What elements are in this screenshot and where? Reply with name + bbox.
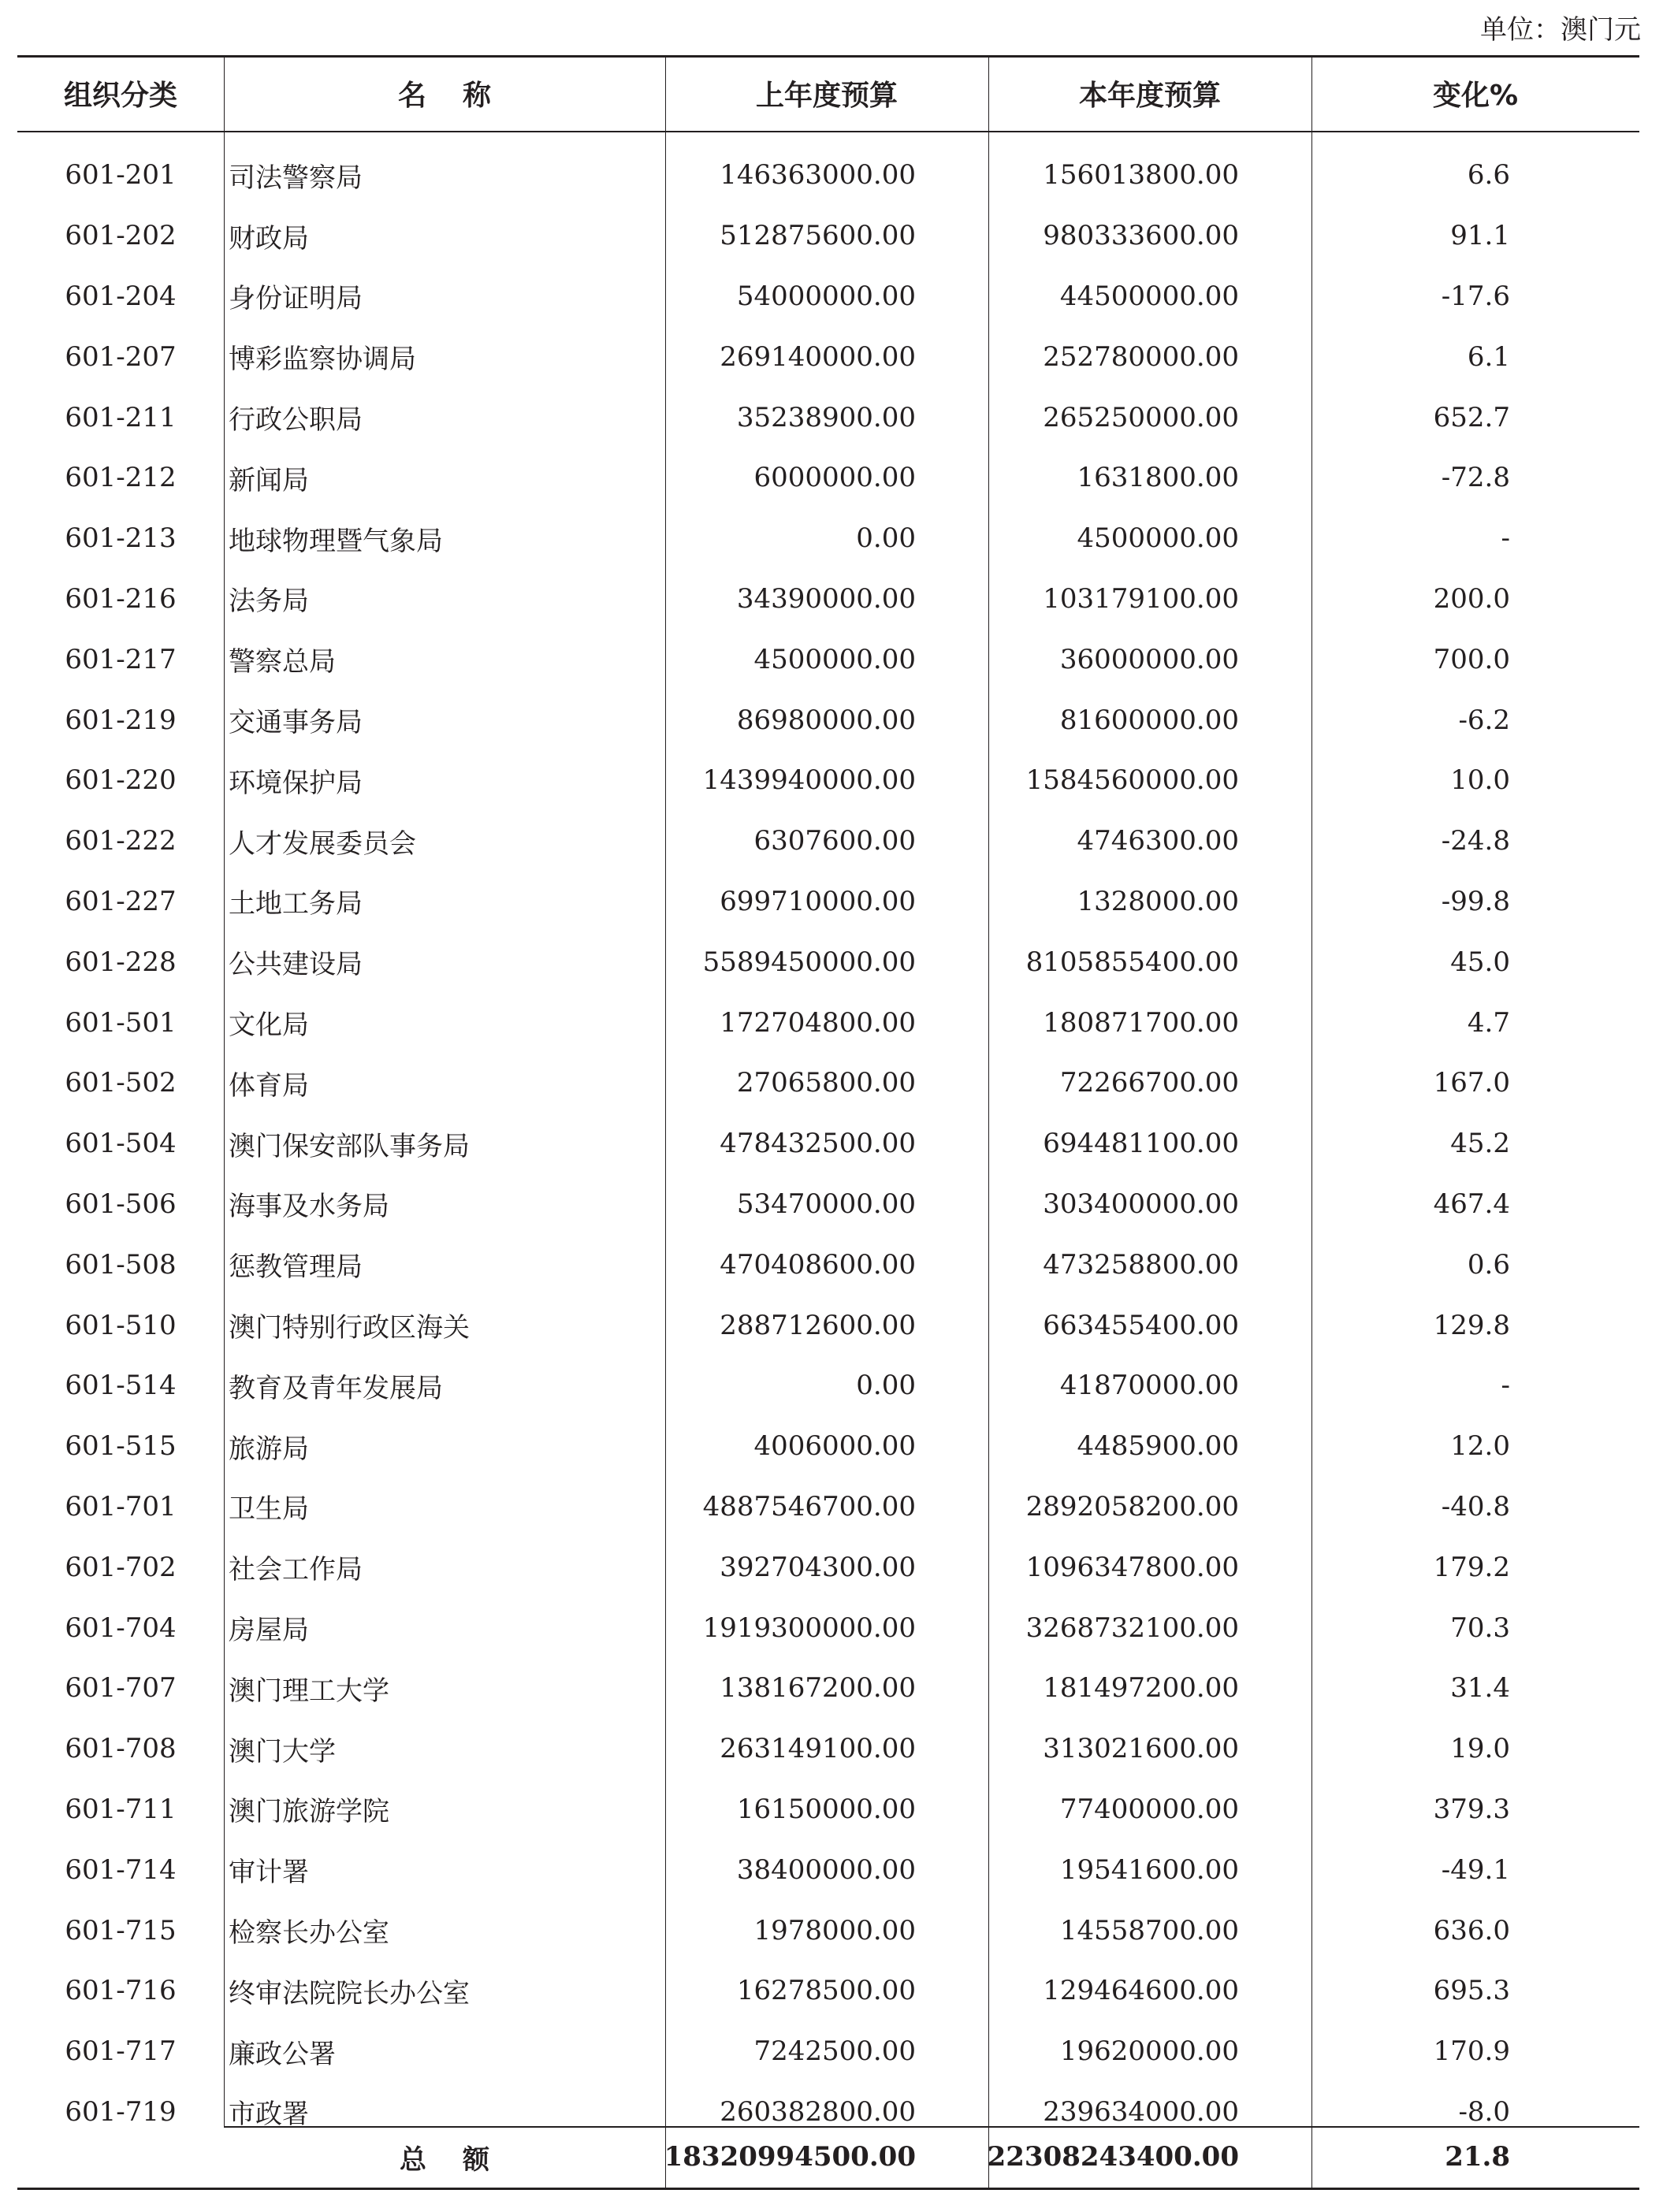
row-code: 601-717	[65, 2035, 177, 2068]
row-curr-budget: 8105855400.00	[1025, 946, 1239, 978]
row-prev-budget: 4006000.00	[753, 1430, 916, 1463]
table-row	[17, 1355, 1639, 1416]
row-prev-budget: 4500000.00	[753, 643, 916, 675]
row-code: 601-211	[65, 401, 177, 433]
row-curr-budget: 313021600.00	[1043, 1733, 1239, 1765]
row-curr-budget: 4485900.00	[1077, 1430, 1239, 1463]
row-name: 检察长办公室	[229, 1917, 389, 1950]
row-name: 地球物理暨气象局	[229, 525, 443, 557]
row-code: 601-227	[65, 885, 177, 917]
row-prev-budget: 288712600.00	[720, 1309, 916, 1341]
row-code: 601-506	[65, 1188, 177, 1220]
unit-label: 单位：澳门元	[1480, 14, 1641, 46]
row-name: 廉政公署	[229, 2038, 336, 2070]
row-curr-budget: 1328000.00	[1077, 885, 1239, 917]
row-prev-budget: 27065800.00	[736, 1067, 916, 1099]
row-name: 公共建设局	[229, 949, 363, 981]
row-change: -	[1501, 522, 1510, 555]
table-row	[17, 508, 1639, 569]
row-code: 601-216	[65, 582, 177, 615]
row-prev-budget: 478432500.00	[720, 1128, 916, 1160]
row-name: 房屋局	[229, 1615, 309, 1647]
row-prev-budget: 138167200.00	[720, 1672, 916, 1705]
table-row	[17, 2021, 1639, 2082]
row-curr-budget: 103179100.00	[1043, 582, 1239, 615]
row-change: 70.3	[1450, 1612, 1510, 1644]
row-prev-budget: 6307600.00	[753, 825, 916, 857]
row-prev-budget: 172704800.00	[720, 1006, 916, 1039]
table-row	[17, 629, 1639, 690]
row-change: 19.0	[1450, 1733, 1510, 1765]
row-code: 601-719	[65, 2095, 177, 2128]
row-name: 澳门大学	[229, 1735, 336, 1768]
table-row	[17, 1900, 1639, 1961]
table-row	[17, 387, 1639, 448]
header-prev-budget: 上年度预算	[755, 79, 898, 112]
row-prev-budget: 146363000.00	[720, 159, 916, 191]
row-code: 601-220	[65, 764, 177, 797]
row-curr-budget: 14558700.00	[1059, 1914, 1239, 1946]
table-row	[17, 1113, 1639, 1174]
row-curr-budget: 4746300.00	[1077, 825, 1239, 857]
row-curr-budget: 1584560000.00	[1025, 764, 1239, 797]
header-change: 变化%	[1432, 79, 1519, 112]
table-row	[17, 1658, 1639, 1719]
row-code: 601-514	[65, 1370, 177, 1402]
row-code: 601-508	[65, 1248, 177, 1281]
table-row	[17, 1719, 1639, 1779]
row-prev-budget: 699710000.00	[720, 885, 916, 917]
row-name: 惩教管理局	[229, 1251, 363, 1284]
row-name: 警察总局	[229, 646, 336, 678]
total-curr-budget: 22308243400.00	[987, 2141, 1239, 2173]
row-name: 人才发展委员会	[229, 827, 416, 860]
row-change: 167.0	[1433, 1067, 1510, 1099]
row-name: 行政公职局	[229, 404, 363, 437]
row-curr-budget: 1631800.00	[1077, 462, 1239, 494]
row-code: 601-504	[65, 1128, 177, 1160]
row-code: 601-204	[65, 280, 177, 312]
row-name: 环境保护局	[229, 767, 363, 799]
row-prev-budget: 512875600.00	[720, 220, 916, 252]
row-change: 12.0	[1450, 1430, 1510, 1463]
row-code: 601-708	[65, 1733, 177, 1765]
row-name: 卫生局	[229, 1493, 309, 1526]
row-name: 文化局	[229, 1009, 309, 1042]
table-row	[17, 931, 1639, 992]
row-name: 财政局	[229, 222, 309, 255]
row-name: 交通事务局	[229, 707, 363, 739]
row-change: 45.0	[1450, 946, 1510, 978]
row-prev-budget: 16150000.00	[736, 1793, 916, 1825]
row-prev-budget: 269140000.00	[720, 340, 916, 373]
row-change: 700.0	[1433, 643, 1510, 675]
row-change: -6.2	[1458, 704, 1510, 736]
row-prev-budget: 0.00	[856, 1370, 916, 1402]
row-name: 教育及青年发展局	[229, 1372, 443, 1404]
row-curr-budget: 156013800.00	[1043, 159, 1239, 191]
row-code: 601-715	[65, 1914, 177, 1946]
row-curr-budget: 663455400.00	[1043, 1309, 1239, 1341]
row-code: 601-510	[65, 1309, 177, 1341]
row-name: 法务局	[229, 586, 309, 618]
row-name: 审计署	[229, 1857, 309, 1889]
table-row	[17, 750, 1639, 811]
row-name: 体育局	[229, 1069, 309, 1102]
row-curr-budget: 81600000.00	[1059, 704, 1239, 736]
row-code: 601-217	[65, 643, 177, 675]
row-name: 海事及水务局	[229, 1191, 389, 1223]
row-curr-budget: 129464600.00	[1043, 1975, 1239, 2007]
row-code: 601-228	[65, 946, 177, 978]
row-prev-budget: 1919300000.00	[702, 1612, 916, 1644]
row-curr-budget: 44500000.00	[1059, 280, 1239, 312]
row-name: 新闻局	[229, 464, 309, 496]
row-change: -40.8	[1441, 1490, 1510, 1522]
table-row	[17, 811, 1639, 872]
table-row	[17, 206, 1639, 266]
row-name: 市政署	[229, 2099, 309, 2131]
row-curr-budget: 980333600.00	[1043, 220, 1239, 252]
row-change: 45.2	[1450, 1128, 1510, 1160]
header-curr-budget: 本年度预算	[1078, 79, 1221, 112]
row-prev-budget: 470408600.00	[720, 1248, 916, 1281]
row-curr-budget: 2892058200.00	[1025, 1490, 1239, 1522]
row-name: 澳门理工大学	[229, 1675, 389, 1707]
row-prev-budget: 5589450000.00	[702, 946, 916, 978]
row-curr-budget: 41870000.00	[1059, 1370, 1239, 1402]
row-curr-budget: 473258800.00	[1043, 1248, 1239, 1281]
row-prev-budget: 392704300.00	[720, 1551, 916, 1583]
row-prev-budget: 260382800.00	[720, 2095, 916, 2128]
row-change: 31.4	[1450, 1672, 1510, 1705]
row-code: 601-714	[65, 1853, 177, 1886]
row-change: -49.1	[1441, 1853, 1510, 1886]
row-prev-budget: 53470000.00	[736, 1188, 916, 1220]
row-change: -99.8	[1441, 885, 1510, 917]
row-change: 652.7	[1433, 401, 1510, 433]
row-code: 601-219	[65, 704, 177, 736]
row-code: 601-515	[65, 1430, 177, 1463]
table-bottom-rule	[17, 2188, 1639, 2190]
row-curr-budget: 77400000.00	[1059, 1793, 1239, 1825]
row-change: 695.3	[1433, 1975, 1510, 2007]
row-prev-budget: 7242500.00	[753, 2035, 916, 2068]
row-name: 社会工作局	[229, 1554, 363, 1586]
row-name: 身份证明局	[229, 283, 363, 315]
row-name: 司法警察局	[229, 162, 363, 194]
row-code: 601-201	[65, 159, 177, 191]
row-curr-budget: 4500000.00	[1077, 522, 1239, 555]
row-code: 601-222	[65, 825, 177, 857]
total-row	[17, 2126, 1639, 2188]
row-change: 467.4	[1433, 1188, 1510, 1220]
row-curr-budget: 1096347800.00	[1025, 1551, 1239, 1583]
table-row	[17, 690, 1639, 750]
total-change: 21.8	[1445, 2141, 1510, 2173]
row-code: 601-501	[65, 1006, 177, 1039]
row-name: 终审法院院长办公室	[229, 1977, 470, 2009]
row-prev-budget: 54000000.00	[736, 280, 916, 312]
table-row	[17, 1597, 1639, 1658]
row-prev-budget: 86980000.00	[736, 704, 916, 736]
total-prev-budget: 18320994500.00	[664, 2141, 916, 2173]
row-prev-budget: 16278500.00	[736, 1975, 916, 2007]
row-change: 179.2	[1433, 1551, 1510, 1583]
row-change: -8.0	[1458, 2095, 1510, 2128]
header-rule	[17, 131, 1639, 132]
table-row	[17, 569, 1639, 630]
row-code: 601-202	[65, 220, 177, 252]
row-change: 200.0	[1433, 582, 1510, 615]
table-row	[17, 448, 1639, 508]
row-change: -72.8	[1441, 462, 1510, 494]
table-row	[17, 1477, 1639, 1537]
row-curr-budget: 3268732100.00	[1025, 1612, 1239, 1644]
row-change: 0.6	[1467, 1248, 1510, 1281]
header-name: 名称	[397, 79, 527, 112]
row-change: 636.0	[1433, 1914, 1510, 1946]
row-code: 601-711	[65, 1793, 177, 1825]
row-change: 170.9	[1433, 2035, 1510, 2068]
table-row	[17, 266, 1639, 327]
table-row	[17, 1839, 1639, 1900]
row-prev-budget: 6000000.00	[753, 462, 916, 494]
row-code: 601-207	[65, 340, 177, 373]
row-change: -17.6	[1441, 280, 1510, 312]
row-change: 6.6	[1467, 159, 1510, 191]
row-name: 博彩监察协调局	[229, 344, 416, 376]
table-row	[17, 1416, 1639, 1477]
row-change: 6.1	[1467, 340, 1510, 373]
table-row	[17, 1961, 1639, 2021]
row-code: 601-213	[65, 522, 177, 555]
row-name: 澳门特别行政区海关	[229, 1312, 470, 1344]
row-change: -24.8	[1441, 825, 1510, 857]
table-row	[17, 1537, 1639, 1597]
row-code: 601-701	[65, 1490, 177, 1522]
row-prev-budget: 1439940000.00	[702, 764, 916, 797]
row-prev-budget: 0.00	[856, 522, 916, 555]
row-name: 澳门旅游学院	[229, 1796, 389, 1828]
row-curr-budget: 252780000.00	[1043, 340, 1239, 373]
row-prev-budget: 1978000.00	[753, 1914, 916, 1946]
row-change: 91.1	[1450, 220, 1510, 252]
row-prev-budget: 263149100.00	[720, 1733, 916, 1765]
row-prev-budget: 35238900.00	[736, 401, 916, 433]
row-name: 土地工务局	[229, 888, 363, 920]
row-name: 旅游局	[229, 1433, 309, 1465]
row-code: 601-704	[65, 1612, 177, 1644]
row-curr-budget: 72266700.00	[1059, 1067, 1239, 1099]
total-label: 总额	[400, 2143, 526, 2176]
row-curr-budget: 694481100.00	[1043, 1128, 1239, 1160]
row-change: 10.0	[1450, 764, 1510, 797]
row-prev-budget: 38400000.00	[736, 1853, 916, 1886]
row-curr-budget: 239634000.00	[1043, 2095, 1239, 2128]
table-row	[17, 992, 1639, 1053]
table-row	[17, 872, 1639, 932]
row-code: 601-716	[65, 1975, 177, 2007]
row-name: 澳门保安部队事务局	[229, 1130, 470, 1162]
row-prev-budget: 34390000.00	[736, 582, 916, 615]
row-code: 601-502	[65, 1067, 177, 1099]
row-curr-budget: 265250000.00	[1043, 401, 1239, 433]
row-curr-budget: 36000000.00	[1059, 643, 1239, 675]
row-change: 379.3	[1433, 1793, 1510, 1825]
row-change: -	[1501, 1370, 1510, 1402]
row-curr-budget: 19620000.00	[1059, 2035, 1239, 2068]
table-row	[17, 1295, 1639, 1355]
row-change: 4.7	[1467, 1006, 1510, 1039]
row-curr-budget: 19541600.00	[1059, 1853, 1239, 1886]
row-change: 129.8	[1433, 1309, 1510, 1341]
table-row	[17, 326, 1639, 387]
row-curr-budget: 181497200.00	[1043, 1672, 1239, 1705]
table-row	[17, 1053, 1639, 1113]
row-code: 601-212	[65, 462, 177, 494]
header-code: 组织分类	[63, 79, 177, 112]
table-row	[17, 1779, 1639, 1840]
row-curr-budget: 303400000.00	[1043, 1188, 1239, 1220]
table-row	[17, 1234, 1639, 1295]
table-row	[17, 1174, 1639, 1235]
row-code: 601-702	[65, 1551, 177, 1583]
row-curr-budget: 180871700.00	[1043, 1006, 1239, 1039]
table-row	[17, 145, 1639, 206]
row-code: 601-707	[65, 1672, 177, 1705]
row-prev-budget: 4887546700.00	[702, 1490, 916, 1522]
